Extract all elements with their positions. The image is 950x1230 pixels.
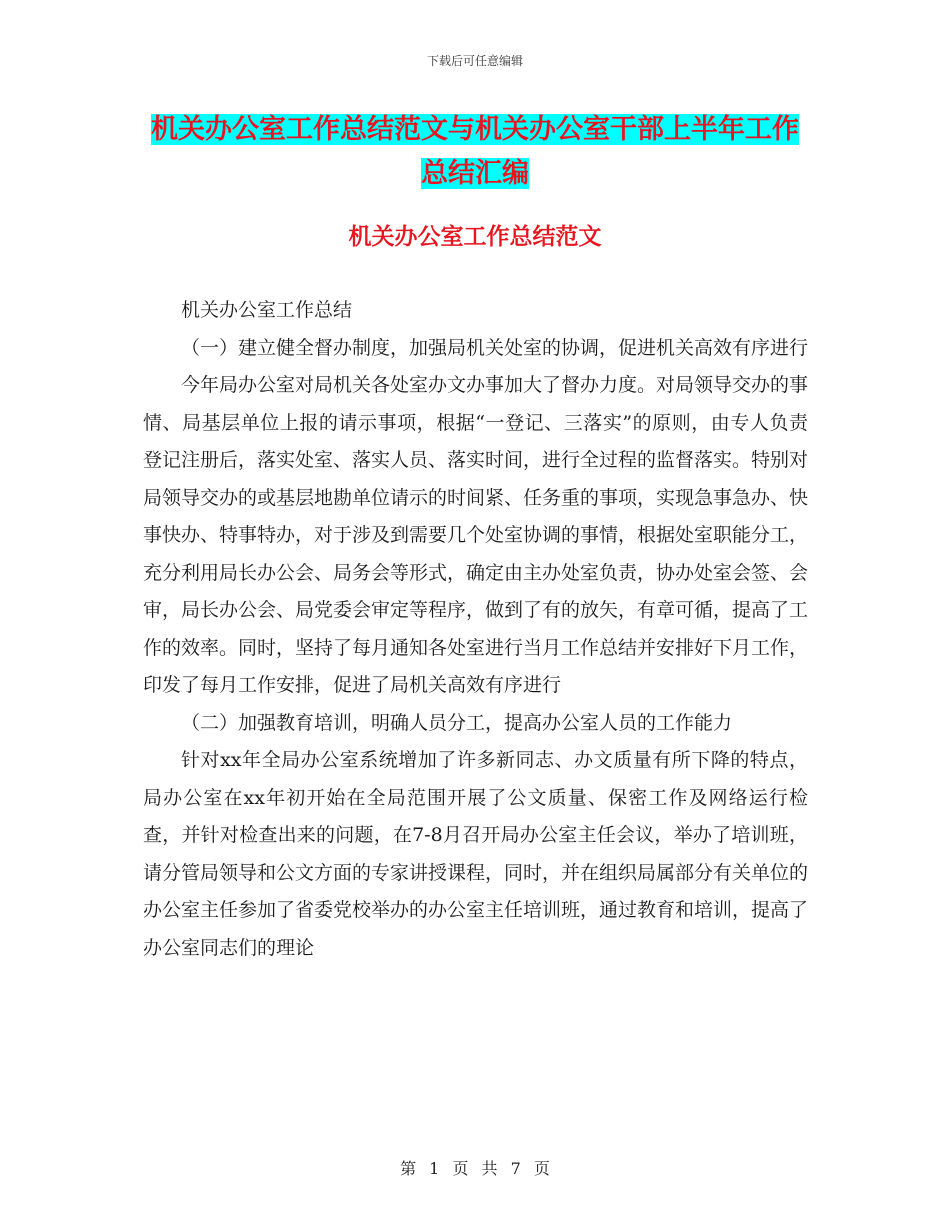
- header-note: 下载后可任意编辑: [426, 54, 523, 68]
- main-title: [150, 108, 800, 196]
- paragraph-body-2: 针对xx年全局办公室系统增加了许多新同志、办文质量有所下降的特点，局办公室在xx年初开始在全局范围开展了公文质量、保密工作及网络运行检查，并针对检查出来的问题，在7-8月召开局办公室主任会议，举办了培训班，请分管局领导和公文方面的专家讲授课程，同时，并在组织局属部分有关单位的办公室主任参加了省委党校举办的办公室主任培训班，通过教育和培训，提高了办公室同志们的理论: [143, 749, 809, 959]
- main-title-text: 机关办公室工作总结范文与机关办公室干部上半年工作总结汇编: [151, 114, 799, 189]
- paragraph-subheading-2: （二）加强教育培训，明确人员分工，提高办公室人员的工作能力: [181, 711, 733, 734]
- paragraph-body-1: 今年局办公室对局机关各处室办文办事加大了督办力度。对局领导交办的事情、局基层单位上报的请示事项，根据“一登记、三落实”的原则，由专人负责登记注册后，落实处室、落实人员、落实时间，进行全过程的监督落实。特别对局领导交办的或基层地勘单位请示的时间紧、任务重的事项，实现急事急办、快事快办、特事特办，对于涉及到需要几个处室协调的事情，根据处室职能分工，充分利用局长办公会、局务会等形式，确定由主办处室负责，协办处室会签、会审，局长办公会、局党委会审定等程序，做到了有的放矢，有章可循，提高了工作的效率。同时，坚持了每月通知各处室进行当月工作总结并安排好下月工作，印发了每月工作安排，促进了局机关高效有序进行: [143, 374, 809, 696]
- paragraph-doc-heading: 机关办公室工作总结: [181, 299, 353, 321]
- page-footer: 第 1 页 共 7 页: [400, 1159, 550, 1178]
- body-text: [143, 292, 808, 967]
- paragraph-subheading-1: （一）建立健全督办制度，加强局机关处室的协调，促进机关高效有序进行: [181, 336, 809, 359]
- section-title: 机关办公室工作总结范文: [348, 224, 602, 250]
